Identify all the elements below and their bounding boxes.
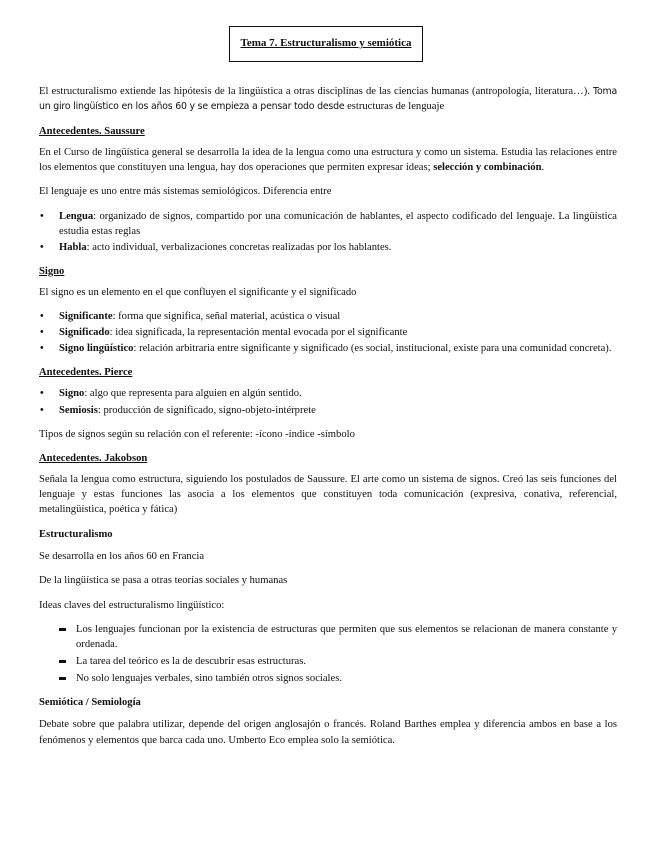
list-item bbox=[39, 325, 617, 340]
pierce-list bbox=[39, 386, 617, 417]
title-box bbox=[229, 26, 423, 62]
item-term: Semiosis bbox=[59, 404, 98, 416]
heading-signo: Signo bbox=[39, 265, 65, 277]
intro-tail: estructuras de lenguaje bbox=[344, 101, 445, 113]
list-item bbox=[39, 309, 617, 324]
list-item bbox=[39, 386, 617, 401]
handwritten-annotation: Toma un giro lingüístico en los años 60 y se empieza a pensar todo desde bbox=[39, 86, 617, 113]
item-desc: : idea significada, la representación mental evocada por el significante bbox=[109, 327, 408, 339]
item-term: Signo lingüístico bbox=[59, 343, 134, 355]
jakobson-paragraph: Señala la lengua como estructura, siguiendo los postulados de Saussure. El arte como un sistema de signos. Creó las seis funciones del lenguaje y estas funciones las asocia a los elementos que constituyen toda comunicación (expresiva, conativa, referencial, metalingüística, poética y fática) bbox=[39, 474, 617, 516]
list-item bbox=[39, 403, 617, 418]
list-item: Los lenguajes funcionan por la existencia de estructuras que permiten que sus elementos se relacionan de manera constante y ordenada. bbox=[39, 622, 617, 652]
list-item bbox=[39, 209, 617, 239]
saussure-list bbox=[39, 209, 617, 255]
item-term: Signo bbox=[59, 388, 85, 400]
list-item bbox=[39, 240, 617, 255]
item-desc: : relación arbitraria entre significante y significado (es social, institucional, existe para una comunidad concreta). bbox=[133, 343, 612, 355]
heading-semiotica: Semiótica / Semiología bbox=[39, 697, 141, 709]
document-body bbox=[39, 84, 617, 757]
list-item bbox=[39, 341, 617, 356]
intro-paragraph bbox=[39, 84, 617, 114]
item-desc: : organizado de signos, compartido por una comunicación de hablantes, el aspecto codificado del lenguaje. La lingüística estudia estas reglas bbox=[59, 210, 617, 237]
saussure-paragraph-2: El lenguaje es uno entre más sistemas semiológicos. Diferencia entre bbox=[39, 186, 332, 198]
item-desc: : producción de significado, signo-objeto-intérprete bbox=[97, 404, 316, 416]
intro-text: El estructuralismo extiende las hipótesis de la lingüística a otras disciplinas de las ciencias humanas (antropología, literatura…). bbox=[39, 86, 594, 97]
item-term: Significante bbox=[59, 311, 113, 323]
saussure-bold: selección y combinación bbox=[433, 161, 542, 173]
pierce-paragraph: Tipos de signos según su relación con el referente: -ícono -índice -símbolo bbox=[39, 428, 355, 440]
estructuralismo-paragraph-2: De la lingüística se pasa a otras teorías sociales y humanas bbox=[39, 575, 288, 587]
list-item: No solo lenguajes verbales, sino también otros signos sociales. bbox=[39, 671, 617, 686]
page-title: Tema 7. Estructuralismo y semiótica bbox=[240, 37, 412, 50]
list-item: La tarea del teórico es la de descubrir esas estructuras. bbox=[39, 654, 617, 669]
heading-pierce: Antecedentes. Pierce bbox=[39, 367, 133, 379]
saussure-text: En el Curso de lingüística general se desarrolla la idea de la lengua como una estructura y como un sistema. Estudia las relaciones entre los elementos que constituyen una lengua, hay dos operaciones que permiten expresar ideas; bbox=[39, 146, 617, 173]
signo-list bbox=[39, 309, 617, 356]
estructuralismo-list bbox=[39, 622, 617, 686]
heading-saussure: Antecedentes. Saussure bbox=[39, 125, 145, 137]
saussure-end: . bbox=[541, 161, 545, 173]
item-desc: : forma que significa, señal material, acústica o visual bbox=[112, 311, 341, 323]
item-desc: : algo que representa para alguien en algún sentido. bbox=[84, 388, 302, 400]
signo-paragraph: El signo es un elemento en el que confluyen el significante y el significado bbox=[39, 286, 357, 298]
saussure-paragraph-1 bbox=[39, 145, 617, 175]
item-term: Significado bbox=[59, 327, 110, 339]
estructuralismo-paragraph-1: Se desarrolla en los años 60 en Francia bbox=[39, 550, 205, 562]
item-desc: : acto individual, verbalizaciones concretas realizadas por los hablantes. bbox=[86, 241, 392, 253]
heading-estructuralismo: Estructuralismo bbox=[39, 528, 113, 540]
item-term: Habla bbox=[59, 241, 87, 253]
semiotica-paragraph: Debate sobre que palabra utilizar, depende del origen anglosajón o francés. Roland Barthes emplea y diferencia ambos en base a los fenómenos y elementos que barca cada uno. Umberto Eco emplea solo la semiótica. bbox=[39, 719, 617, 746]
estructuralismo-paragraph-3: Ideas claves del estructuralismo lingüístico: bbox=[39, 599, 225, 611]
heading-jakobson: Antecedentes. Jakobson bbox=[39, 453, 148, 465]
item-term: Lengua bbox=[59, 210, 94, 222]
